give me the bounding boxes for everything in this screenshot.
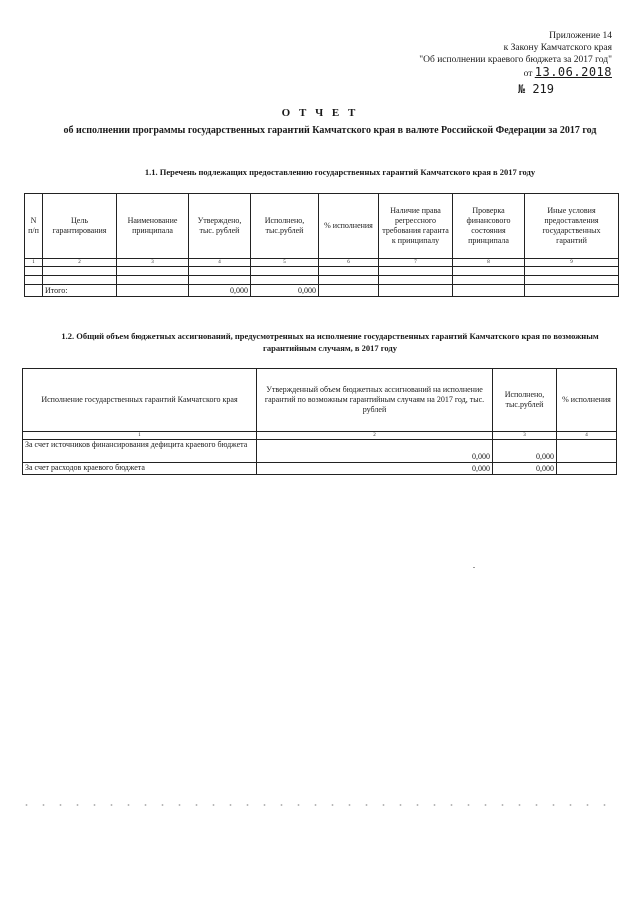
- appendix-header: [419, 30, 612, 80]
- header-cell: Наличие права регрессного требования гаранта к принципалу: [379, 194, 453, 259]
- section-1-heading: 1.1. Перечень подлежащих предоставлению государственных гарантий Камчатского края в 2017 году: [144, 167, 536, 177]
- column-number: 8: [453, 259, 525, 267]
- document-number: [518, 82, 554, 96]
- header-cell: Исполнение государственных гарантий Камчатского края: [23, 369, 257, 432]
- date-value: 13.06.2018: [534, 65, 612, 79]
- number-value: 219: [532, 82, 554, 96]
- total-label: Итого:: [43, 285, 117, 297]
- header-cell: Цель гарантирования: [43, 194, 117, 259]
- row-label: За счет источников финансирования дефицита краевого бюджета: [23, 440, 257, 463]
- header-cell: Иные условия предоставления государственных гарантий: [525, 194, 619, 259]
- column-number: 3: [493, 432, 557, 440]
- column-number: 7: [379, 259, 453, 267]
- total-approved: 0,000: [189, 285, 251, 297]
- header-cell: % исполнения: [319, 194, 379, 259]
- row-percent: [557, 463, 617, 475]
- row-percent: [557, 440, 617, 463]
- guarantees-table: [24, 193, 619, 297]
- column-number: 9: [525, 259, 619, 267]
- column-number-row: [23, 432, 617, 440]
- row-label: За счет расходов краевого бюджета: [23, 463, 257, 475]
- scan-speck: [473, 567, 475, 568]
- header-cell: Утвержденный объем бюджетных ассигнований на исполнение гарантий по возможным гарантийным случаям на 2017 год, тыс. рублей: [257, 369, 493, 432]
- table-row: [23, 440, 617, 463]
- column-number: 3: [117, 259, 189, 267]
- row-executed: 0,000: [493, 463, 557, 475]
- header-cell: Проверка финансового состояния принципала: [453, 194, 525, 259]
- column-number: 2: [257, 432, 493, 440]
- appendix-date-line: [419, 66, 612, 80]
- table-header-row: [23, 369, 617, 432]
- row-approved: 0,000: [257, 440, 493, 463]
- header-cell: % исполнения: [557, 369, 617, 432]
- number-prefix: №: [517, 82, 526, 96]
- report-title: О Т Ч Е Т: [281, 107, 359, 119]
- header-cell: Наименование принципала: [117, 194, 189, 259]
- appendix-line-2: к Закону Камчатского края: [503, 43, 612, 53]
- column-number: 6: [319, 259, 379, 267]
- row-approved: 0,000: [257, 463, 493, 475]
- total-row: [25, 285, 619, 297]
- section-2-heading: 1.2. Общий объем бюджетных ассигнований, предусмотренных на исполнение государственных гарантий Камчатского края по возможным гарантийным случаям, в 2017 году: [61, 331, 599, 353]
- total-executed: 0,000: [251, 285, 319, 297]
- column-number: 2: [43, 259, 117, 267]
- table-row: [25, 276, 619, 285]
- table-row: [23, 463, 617, 475]
- column-number: 5: [251, 259, 319, 267]
- column-number: 1: [23, 432, 257, 440]
- header-cell: Утверждено, тыс. рублей: [189, 194, 251, 259]
- report-subtitle: об исполнении программы государственных гарантий Камчатского края в валюте Российской Федерации за 2017 год: [63, 125, 597, 136]
- column-number: 4: [189, 259, 251, 267]
- appendix-line-3: "Об исполнении краевого бюджета за 2017 год": [419, 55, 612, 65]
- column-number-row: [25, 259, 619, 267]
- appendix-line-1: Приложение 14: [549, 31, 612, 41]
- scan-artifact-dots: [18, 803, 618, 807]
- header-cell: Исполнено, тыс.рублей: [493, 369, 557, 432]
- allocations-table: [22, 368, 617, 475]
- table-header-row: [25, 194, 619, 259]
- table-row: [25, 267, 619, 276]
- row-executed: 0,000: [493, 440, 557, 463]
- date-prefix: от: [523, 69, 533, 79]
- column-number: 4: [557, 432, 617, 440]
- header-cell: Исполнено, тыс.рублей: [251, 194, 319, 259]
- header-cell: N п/п: [25, 194, 43, 259]
- column-number: 1: [25, 259, 43, 267]
